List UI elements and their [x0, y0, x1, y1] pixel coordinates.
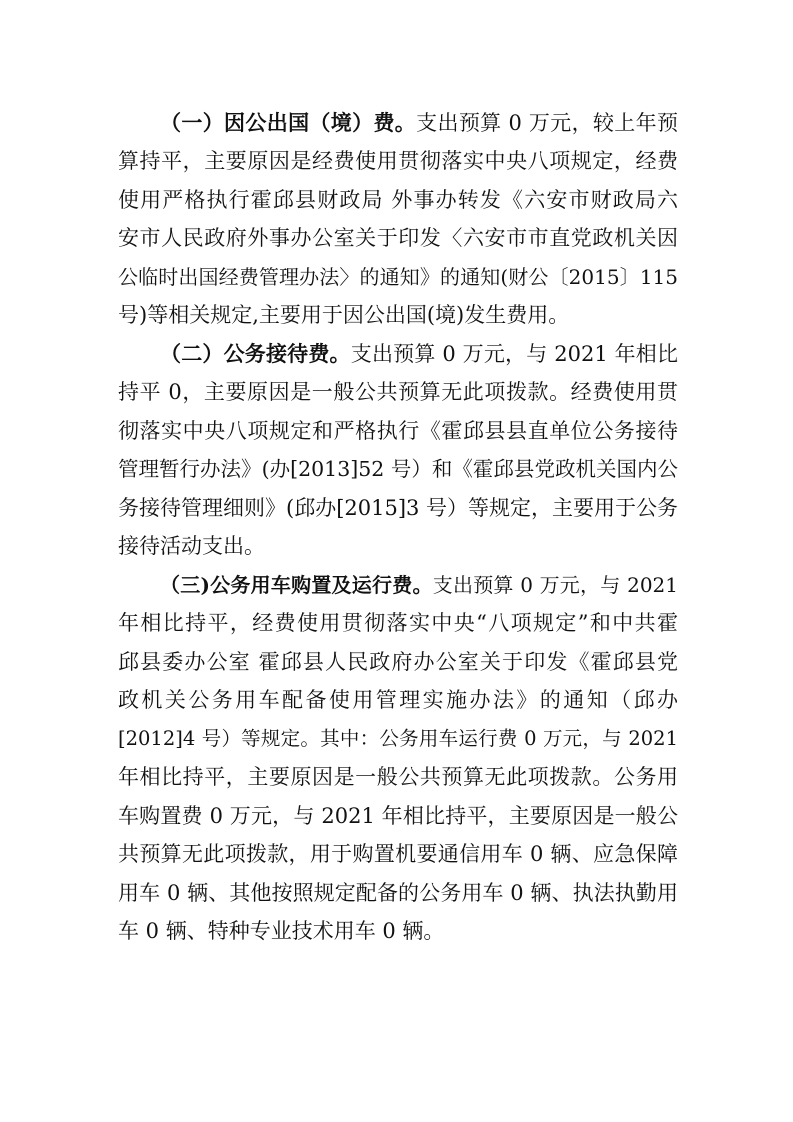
paragraph-3-line-9: 用车 0 辆、其他按照规定配备的公务用车 0 辆、执法执勤用: [118, 881, 678, 905]
paragraph-1-line-3: 使用严格执行霍邱县财政局 外事办转发《六安市财政局六: [118, 188, 678, 212]
paragraph-1-line-5: 公临时出国经费管理办法〉的通知》的通知(财公〔2015〕115: [118, 265, 678, 289]
paragraph-1-heading: （一）因公出国（境）费。: [160, 110, 417, 135]
paragraph-2-line-3: 彻落实中央八项规定和严格执行《霍邱县县直单位公务接待: [118, 419, 678, 443]
paragraph-3-line-2: 年相比持平，经费使用贯彻落实中央“八项规定”和中共霍: [118, 611, 678, 635]
paragraph-2-line-6: 接待活动支出。: [118, 534, 265, 558]
paragraph-3-text: 支出预算 0 万元，与 2021: [432, 573, 678, 597]
paragraph-3-line-5: [2012]4 号）等规定。其中：公务用车运行费 0 万元，与 2021: [118, 727, 678, 750]
paragraph-3-line-6: 年相比持平，主要原因是一般公共预算无此项拨款。公务用: [118, 765, 678, 789]
paragraph-3-heading: （三)公务用车购置及运行费。: [160, 573, 433, 597]
paragraph-1-line-1: [160, 108, 678, 138]
paragraph-3-line-10: 车 0 辆、特种专业技术用车 0 辆。: [118, 919, 445, 943]
paragraph-2-line-4: 管理暂行办法》(办[2013]52 号）和《霍邱县党政机关国内公: [118, 457, 678, 481]
paragraph-2-text: 支出预算 0 万元，与 2021 年相比: [350, 342, 678, 366]
paragraph-1-line-6: 号)等相关规定,主要用于因公出国(境)发生费用。: [118, 303, 570, 327]
paragraph-1-line-4: 安市人民政府外事办公室关于印发〈六安市市直党政机关因: [118, 226, 678, 250]
paragraph-2-line-2: 持平 0，主要原因是一般公共预算无此项拨款。经费使用贯: [118, 380, 678, 404]
paragraph-3-line-1: [160, 570, 678, 600]
paragraph-3-line-8: 共预算无此项拨款，用于购置机要通信用车 0 辆、应急保障: [118, 842, 678, 866]
paragraph-2-heading: （二）公务接待费。: [160, 341, 351, 366]
paragraph-3-line-3: 邱县委办公室 霍邱县人民政府办公室关于印发《霍邱县党: [118, 650, 678, 674]
paragraph-2-line-1: [160, 339, 678, 369]
paragraph-2-line-5: 务接待管理细则》(邱办[2015]3 号）等规定，主要用于公务: [118, 496, 678, 520]
paragraph-1-line-2: 算持平，主要原因是经费使用贯彻落实中央八项规定，经费: [118, 149, 678, 173]
paragraph-1-text: 支出预算 0 万元，较上年预: [416, 111, 678, 135]
paragraph-3-line-7: 车购置费 0 万元，与 2021 年相比持平，主要原因是一般公: [118, 804, 678, 828]
paragraph-3-line-4: 政机关公务用车配备使用管理实施办法》的通知（邱办: [118, 688, 678, 712]
